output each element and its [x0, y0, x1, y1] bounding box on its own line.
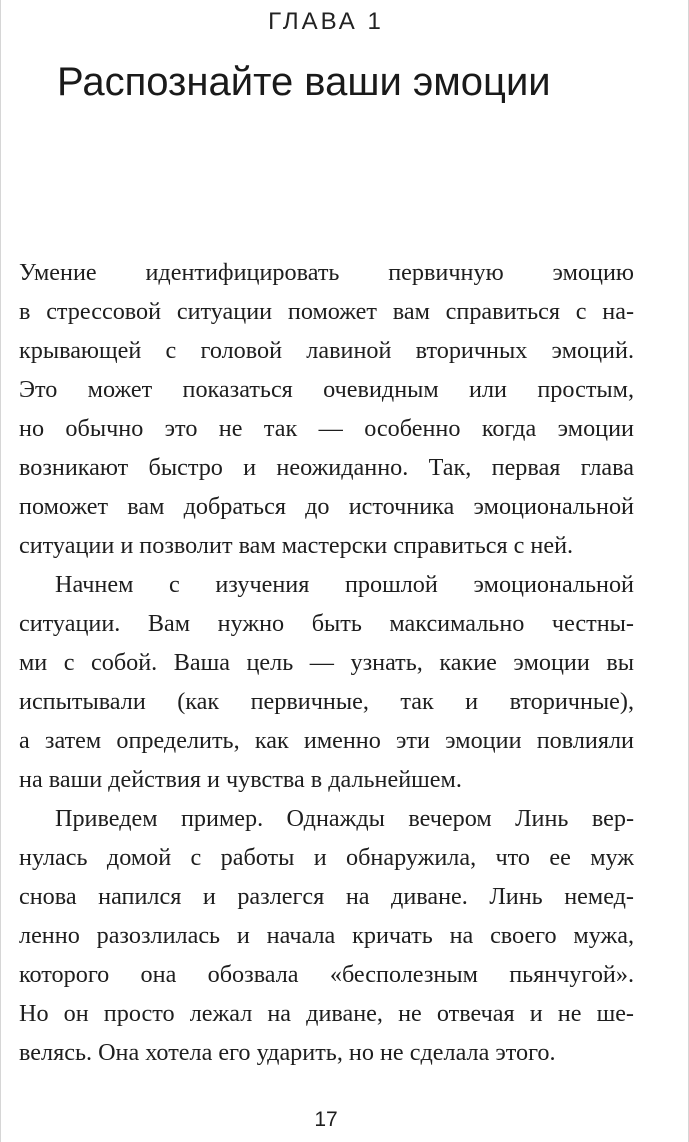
- text-line: а затем определить, как именно эти эмоции повлияли: [19, 727, 634, 754]
- chapter-title: Распознайте ваши эмоции: [57, 60, 551, 104]
- text-line: ленно разозлилась и начала кричать на своего мужа,: [19, 922, 634, 949]
- text-line: Это может показаться очевидным или простым,: [19, 376, 634, 403]
- text-line: ситуации и позволит вам мастерски справиться с ней.: [19, 532, 574, 559]
- paragraph-1: [19, 253, 634, 565]
- text-line: в стрессовой ситуации поможет вам справиться с на-: [19, 298, 634, 325]
- text-line: Приведем пример. Однажды вечером Линь вер-: [55, 805, 634, 832]
- text-line: но обычно это не так — особенно когда эмоции: [19, 415, 634, 442]
- text-line: возникают быстро и неожиданно. Так, первая глава: [19, 454, 634, 481]
- text-line: нулась домой с работы и обнаружила, что ее муж: [19, 844, 634, 871]
- text-line: на ваши действия и чувства в дальнейшем.: [19, 766, 462, 793]
- paragraph-3: [19, 799, 634, 1072]
- text-line: крывающей с головой лавиной вторичных эмоций.: [19, 337, 634, 364]
- text-line: поможет вам добраться до источника эмоциональной: [19, 493, 634, 520]
- text-line: Но он просто лежал на диване, не отвечая и не ше-: [19, 1000, 634, 1027]
- text-line: Начнем с изучения прошлой эмоциональной: [55, 571, 634, 598]
- text-line: велясь. Она хотела его ударить, но не сделала этого.: [19, 1039, 556, 1066]
- text-line: ситуации. Вам нужно быть максимально честны-: [19, 610, 634, 637]
- text-line: ми с собой. Ваша цель — узнать, какие эмоции вы: [19, 649, 634, 676]
- page-number: 17: [314, 1108, 338, 1131]
- body-text: [19, 253, 634, 1072]
- text-line: испытывали (как первичные, так и вторичные),: [19, 688, 634, 715]
- text-line: Умение идентифицировать первичную эмоцию: [19, 259, 634, 286]
- text-line: снова напился и разлегся на диване. Линь немед-: [19, 883, 634, 910]
- text-line: которого она обозвала «бесполезным пьянчугой».: [19, 961, 634, 988]
- chapter-label: ГЛАВА 1: [268, 8, 384, 35]
- paragraph-2: [19, 565, 634, 799]
